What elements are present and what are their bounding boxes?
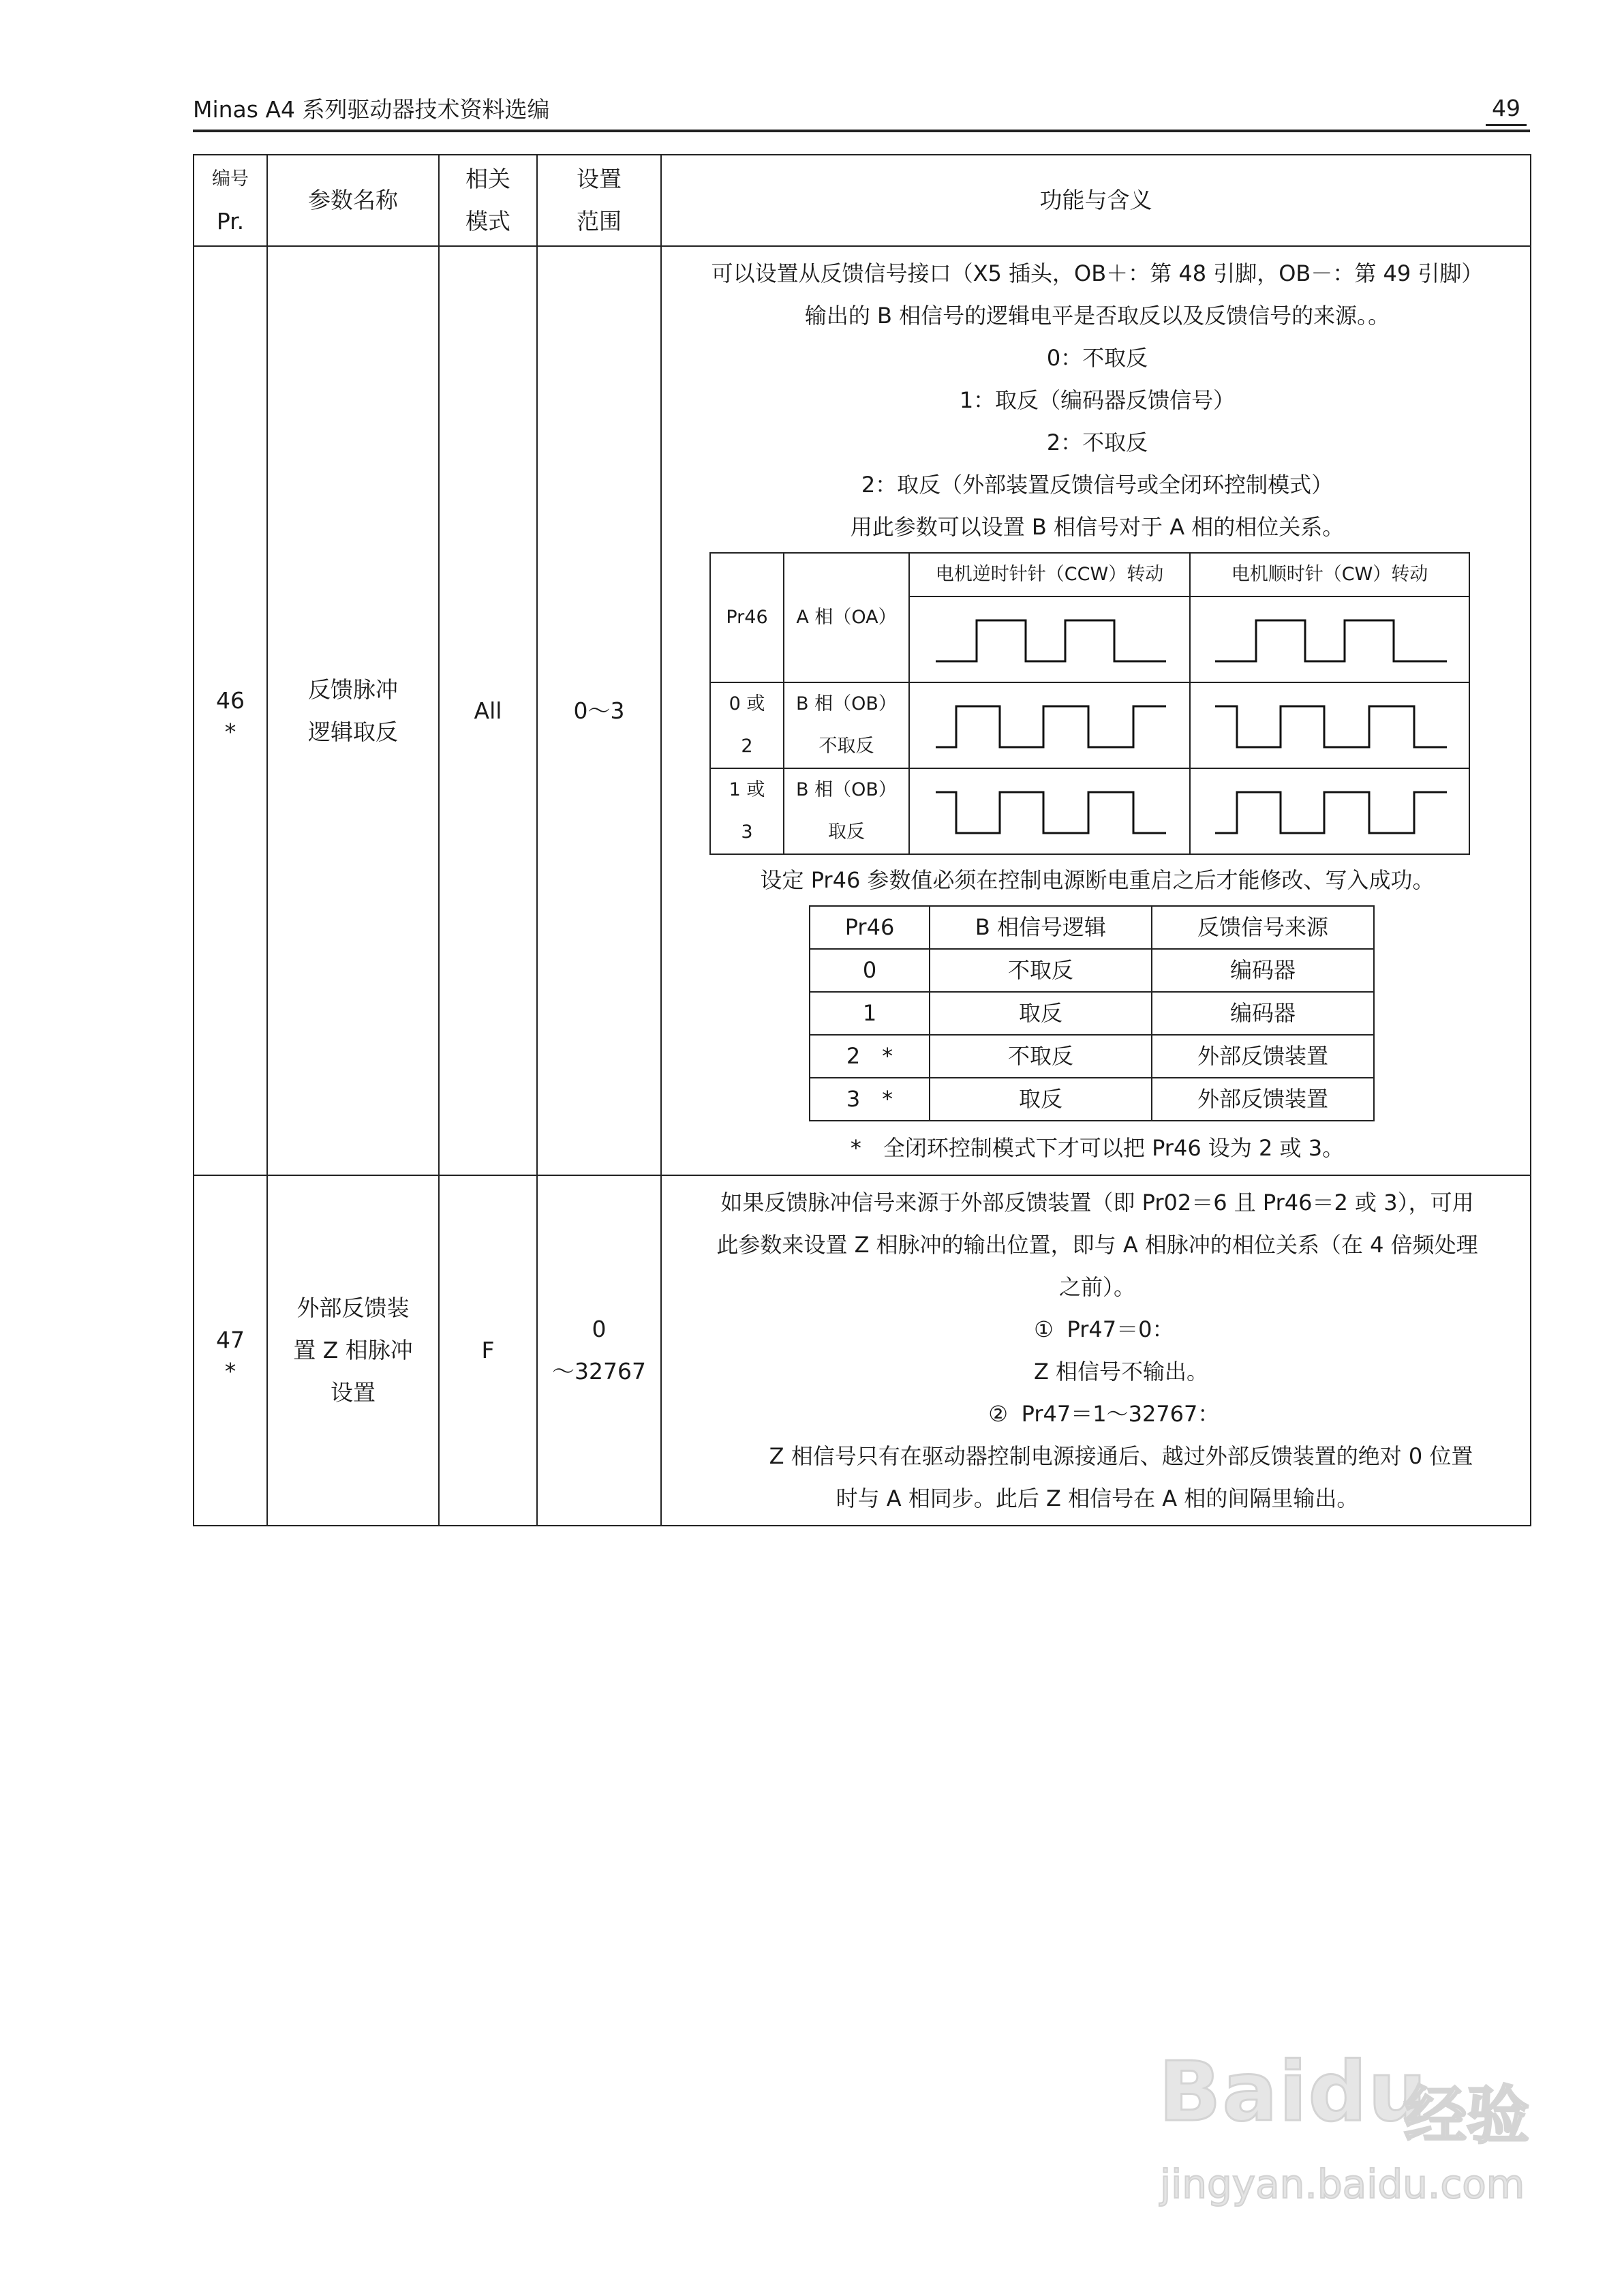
waveform-b-inverted-label: B 相（OB） 取反 — [784, 768, 909, 854]
waveform-a-cw — [1190, 596, 1469, 682]
waveform-cw-header: 电机顺时针（CW）转动 — [1190, 553, 1469, 596]
waveform-b-inverted-ccw-svg — [910, 769, 1189, 854]
b-normal-ccw-trace — [936, 706, 1166, 747]
waveform-b-normal-ccw-svg — [910, 683, 1189, 768]
table-row-pr46 — [194, 246, 1531, 1175]
table-row — [810, 1078, 1374, 1121]
waveform-pr-0-2: 0 或 2 — [710, 682, 784, 768]
pr47-item-2: ② Pr47＝1～32767： — [988, 1401, 1220, 1427]
waveform-a-cw-svg — [1191, 597, 1469, 682]
header-param-name: 参数名称 — [267, 155, 439, 246]
table-row-pr47 — [194, 1175, 1531, 1526]
source-cell: 不取反 — [930, 949, 1152, 992]
pr46-range: 0～3 — [537, 246, 661, 1175]
source-header-logic: B 相信号逻辑 — [930, 906, 1152, 949]
source-cell: 取反 — [930, 992, 1152, 1035]
waveform-b-normal-ccw — [909, 682, 1190, 768]
pr47-range: 0 ～32767 — [537, 1175, 661, 1526]
waveform-a-phase-label: A 相（OA） — [784, 553, 909, 682]
a-phase-ccw-trace — [936, 620, 1166, 661]
pr47-mode: F — [439, 1175, 537, 1526]
source-table-header — [810, 906, 1374, 949]
pr46-name: 反馈脉冲 逻辑取反 — [267, 246, 439, 1175]
baidu-watermark — [1159, 2018, 1540, 2209]
header-function: 功能与含义 — [661, 155, 1531, 246]
pr46-number: 46 * — [194, 246, 267, 1175]
page-header — [193, 93, 1530, 132]
source-cell: 取反 — [930, 1078, 1152, 1121]
pr47-item-1: ① Pr47＝0： — [1034, 1316, 1174, 1342]
source-cell: 编码器 — [1152, 992, 1374, 1035]
page-number: 49 — [1486, 93, 1527, 126]
b-normal-cw-trace — [1215, 706, 1447, 747]
table-row — [810, 992, 1374, 1035]
watermark-brand: Baidu — [1159, 2045, 1428, 2140]
waveform-b-normal-label: B 相（OB） 不取反 — [784, 682, 909, 768]
b-inverted-ccw-trace — [936, 792, 1166, 833]
waveform-b-inverted-cw-svg — [1191, 769, 1469, 854]
waveform-a-ccw-svg — [910, 597, 1189, 682]
pr46-restart-note: 设定 Pr46 参数值必须在控制电源断电重启之后才能修改、写入成功。 — [760, 867, 1435, 893]
phase-waveform-table — [709, 552, 1470, 855]
watermark-url: jingyan.baidu.com — [1160, 2161, 1525, 2207]
source-header-source: 反馈信号来源 — [1152, 906, 1374, 949]
source-cell: 2 * — [810, 1035, 930, 1078]
pr47-number: 47 * — [194, 1175, 267, 1526]
source-cell: 1 — [810, 992, 930, 1035]
source-cell: 0 — [810, 949, 930, 992]
feedback-source-table — [809, 905, 1375, 1121]
waveform-ccw-header: 电机逆时针针（CCW）转动 — [909, 553, 1190, 596]
table-header-row — [194, 155, 1531, 246]
pr46-mode: All — [439, 246, 537, 1175]
source-cell: 外部反馈装置 — [1152, 1078, 1374, 1121]
waveform-a-ccw — [909, 596, 1190, 682]
source-cell: 编码器 — [1152, 949, 1374, 992]
pr46-footnote: * 全闭环控制模式下才可以把 Pr46 设为 2 或 3。 — [850, 1135, 1345, 1161]
waveform-b-normal-cw — [1190, 682, 1469, 768]
source-header-pr46: Pr46 — [810, 906, 930, 949]
header-mode: 相关 模式 — [439, 155, 537, 246]
table-row — [810, 949, 1374, 992]
pr47-name: 外部反馈装 置 Z 相脉冲 设置 — [267, 1175, 439, 1526]
a-phase-cw-trace — [1215, 620, 1447, 661]
waveform-pr-header: Pr46 — [710, 553, 784, 682]
source-cell: 3 * — [810, 1078, 930, 1121]
waveform-b-normal-cw-svg — [1191, 683, 1469, 768]
pr46-description: 可以设置从反馈信号接口（X5 插头，OB＋：第 48 引脚，OB－：第 49 引脚） 输出的 B 相信号的逻辑电平是否取反以及反馈信号的来源。。 0：不取反 1：取反（编码器反馈信号） 2：不取反 2：取反（外部装置反馈信号或全闭环控制模式） 用此参数可以设置 B 相信号对于 A 相的相位关系。 Pr46 A 相（OA） 电机逆时针针（CCW）转动 电机顺时针（CW）转动 0 或 2 B 相（OB） 不取反 1 或 3 B 相（OB） 取反 设定 Pr46 参数值必须在控制电源断电重启之后才能修改、写入成功。 Pr46 B 相信号逻辑 反馈信号来源 0 不取反 编码器 1 取反 编码器 2 * 不取反 外部反馈装置 3 * 取反 外部反馈装置 * 全闭环控制模式下才可以把 Pr46 设为 2 或 3。 — [661, 246, 1531, 1175]
table-row — [810, 1035, 1374, 1078]
header-number: 编号 Pr. — [194, 155, 267, 246]
source-cell: 不取反 — [930, 1035, 1152, 1078]
waveform-row-b-inverted — [710, 768, 1469, 854]
source-cell: 外部反馈装置 — [1152, 1035, 1374, 1078]
waveform-b-inverted-cw — [1190, 768, 1469, 854]
waveform-pr-1-3: 1 或 3 — [710, 768, 784, 854]
document-title: Minas A4 系列驱动器技术资料选编 — [193, 96, 550, 123]
waveform-row-b-normal — [710, 682, 1469, 768]
waveform-b-inverted-ccw — [909, 768, 1190, 854]
header-range: 设置 范围 — [537, 155, 661, 246]
pr47-description: 如果反馈脉冲信号来源于外部反馈装置（即 Pr02＝6 且 Pr46＝2 或 3），可用 此参数来设置 Z 相脉冲的输出位置，即与 A 相脉冲的相位关系（在 4 倍频处理 之前）。 ① Pr47＝0： Z 相信号不输出。 ② Pr47＝1～32767： Z 相信号只有在驱动器控制电源接通后、越过外部反馈装置的绝对 0 位置 时与 A 相同步。此后 Z 相信号在 A 相的间隔里输出。 — [661, 1175, 1531, 1526]
watermark-brand-cn: 经验 — [1404, 2079, 1530, 2152]
waveform-header-row — [710, 553, 1469, 596]
parameter-table — [193, 154, 1531, 1526]
b-inverted-cw-trace — [1215, 792, 1447, 833]
